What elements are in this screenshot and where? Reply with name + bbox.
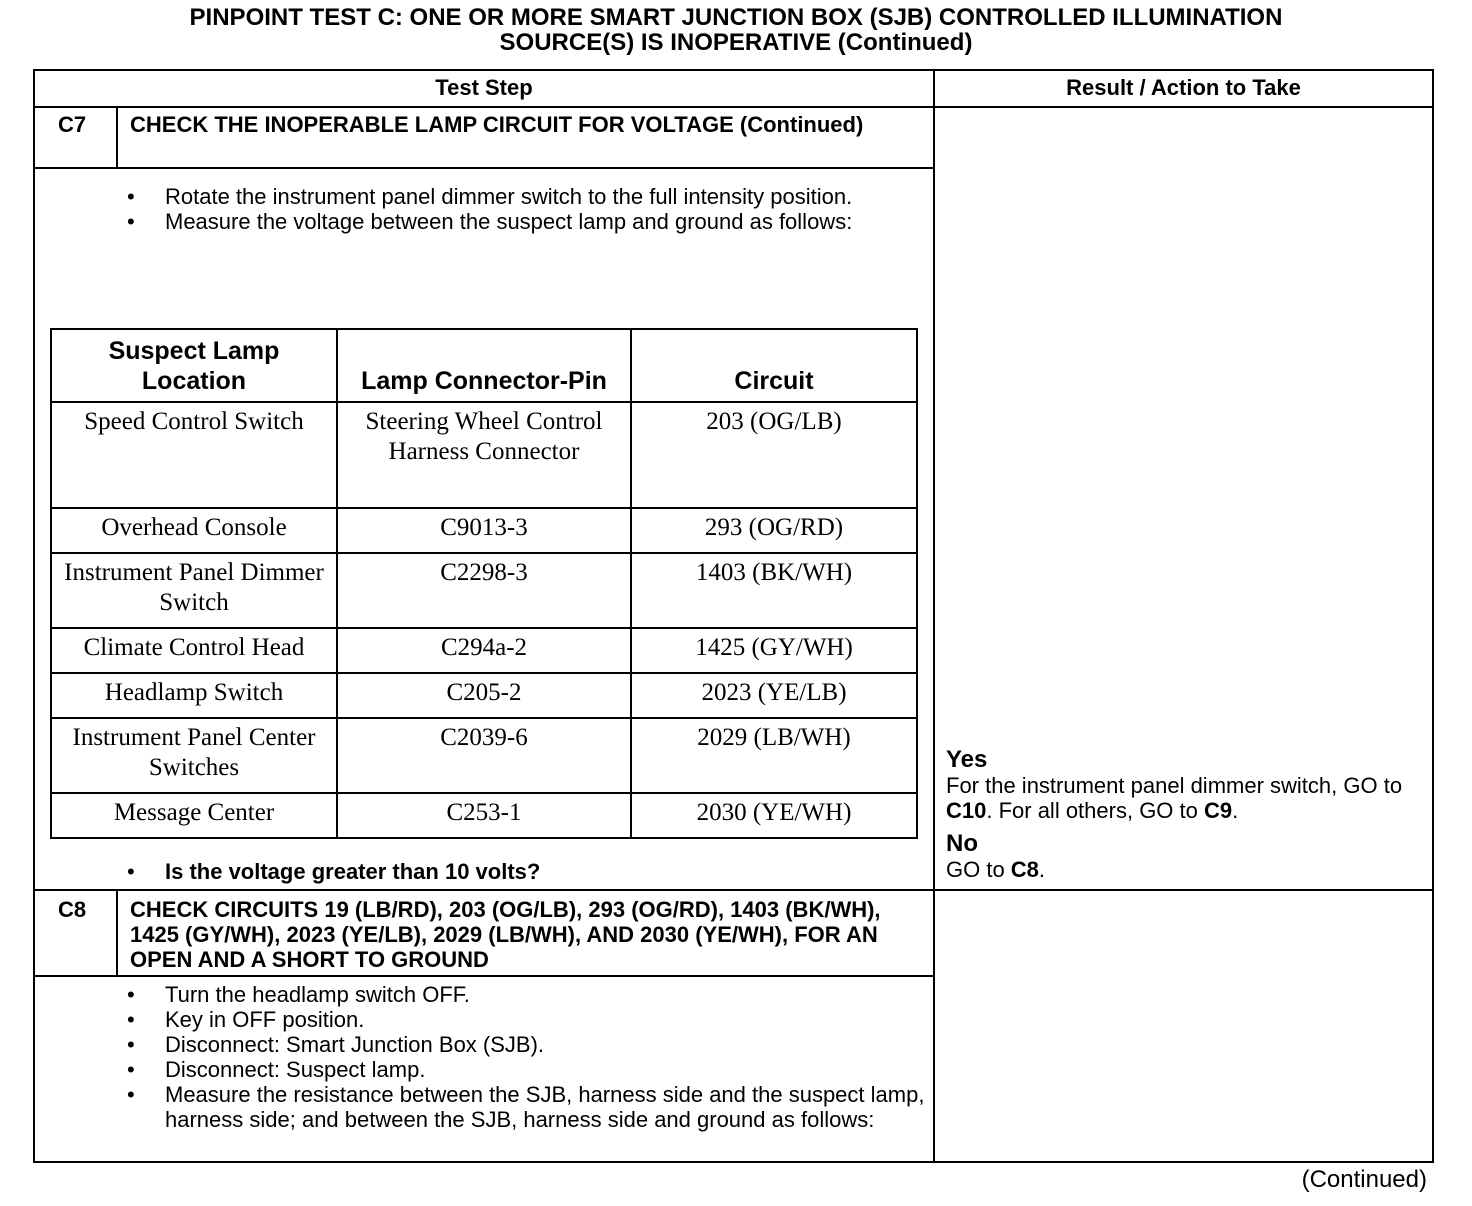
pinpoint-test-table (33, 69, 1434, 1163)
table-cell: Message Center (51, 793, 337, 838)
c8-heading-divider (35, 975, 933, 977)
table-header-row (51, 329, 917, 402)
column-header: Lamp Connector-Pin (337, 329, 631, 402)
c7-instructions (127, 184, 927, 234)
table-cell: C294a-2 (337, 628, 631, 673)
table-row (51, 553, 917, 628)
table-cell: 2029 (LB/WH) (631, 718, 917, 793)
step-heading-c8: CHECK CIRCUITS 19 (LB/RD), 203 (OG/LB), 293 (OG/RD), 1403 (BK/WH), 1425 (GY/WH), 2023 (YE/LB), 2029 (LB/WH), AND 2030 (YE/WH), FOR AN OPEN AND A SHORT TO GROUND (130, 897, 881, 972)
column-header: Circuit (631, 329, 917, 402)
c8-id-divider (116, 889, 118, 977)
table-cell: C205-2 (337, 673, 631, 718)
table-cell: Steering Wheel Control Harness Connector (337, 402, 631, 508)
table-row (51, 718, 917, 793)
list-item: • Measure the resistance between the SJB, harness side and the suspect lamp, harness side; and between the SJB, harness side and ground as follows: (127, 1082, 925, 1132)
no-action: GO to C8. (946, 857, 1046, 882)
bullet-icon: • (127, 209, 135, 234)
table-cell: C2298-3 (337, 553, 631, 628)
table-cell: 203 (OG/LB) (631, 402, 917, 508)
list-item: • Disconnect: Smart Junction Box (SJB). (127, 1032, 545, 1057)
bullet-icon: • (127, 982, 135, 1007)
table-cell: 2030 (YE/WH) (631, 793, 917, 838)
bullet-icon: • (127, 1007, 135, 1032)
table-row (51, 402, 917, 508)
column-header: Suspect Lamp Location (51, 329, 337, 402)
yes-label: Yes (946, 746, 988, 773)
table-row (51, 508, 917, 553)
c7-result (946, 747, 1426, 882)
title-line-1: PINPOINT TEST C: ONE OR MORE SMART JUNCTION BOX (SJB) CONTROLLED ILLUMINATION (189, 4, 1283, 31)
list-item: • Turn the headlamp switch OFF. (127, 982, 470, 1007)
list-item: • Is the voltage greater than 10 volts? (127, 859, 541, 884)
column-divider (933, 71, 935, 1161)
table-row (51, 628, 917, 673)
c7-id-divider (116, 106, 118, 168)
header-result: Result / Action to Take (1066, 75, 1301, 100)
step-id-c7: C7 (58, 112, 87, 137)
table-cell: C253-1 (337, 793, 631, 838)
list-item: • Rotate the instrument panel dimmer switch to the full intensity position. (127, 184, 853, 209)
table-cell: Instrument Panel Dimmer Switch (51, 553, 337, 628)
bullet-icon: • (127, 1057, 135, 1082)
table-row (51, 793, 917, 838)
table-cell: Instrument Panel Center Switches (51, 718, 337, 793)
yes-action: For the instrument panel dimmer switch, GO to C10. For all others, GO to C9. (946, 773, 1403, 823)
c7-heading-divider (35, 167, 933, 169)
table-cell: Speed Control Switch (51, 402, 337, 508)
list-item: • Key in OFF position. (127, 1007, 365, 1032)
table-cell: Headlamp Switch (51, 673, 337, 718)
table-cell: 293 (OG/RD) (631, 508, 917, 553)
page-title (0, 5, 1472, 55)
table-cell: Climate Control Head (51, 628, 337, 673)
bullet-icon: • (127, 859, 135, 884)
bullet-icon: • (127, 1032, 135, 1057)
no-label: No (946, 830, 978, 857)
title-line-2: SOURCE(S) IS INOPERATIVE (Continued) (499, 29, 973, 56)
c8-instructions (127, 982, 927, 1132)
list-item: • Measure the voltage between the suspect lamp and ground as follows: (127, 209, 853, 234)
c7-question (127, 859, 927, 884)
table-cell: 1403 (BK/WH) (631, 553, 917, 628)
step-heading-c7: CHECK THE INOPERABLE LAMP CIRCUIT FOR VOLTAGE (Continued) (130, 112, 864, 137)
voltage-measurement-table (50, 328, 918, 839)
continued-note: (Continued) (1301, 1166, 1427, 1193)
header-test-step: Test Step (435, 75, 533, 100)
table-cell: C9013-3 (337, 508, 631, 553)
list-item: • Disconnect: Suspect lamp. (127, 1057, 426, 1082)
table-cell: Overhead Console (51, 508, 337, 553)
step-id-c8: C8 (58, 897, 87, 922)
bullet-icon: • (127, 1082, 135, 1107)
table-cell: 1425 (GY/WH) (631, 628, 917, 673)
step-divider (35, 889, 1432, 891)
table-cell: C2039-6 (337, 718, 631, 793)
table-cell: 2023 (YE/LB) (631, 673, 917, 718)
header-divider (35, 106, 1432, 108)
bullet-icon: • (127, 184, 135, 209)
table-row (51, 673, 917, 718)
